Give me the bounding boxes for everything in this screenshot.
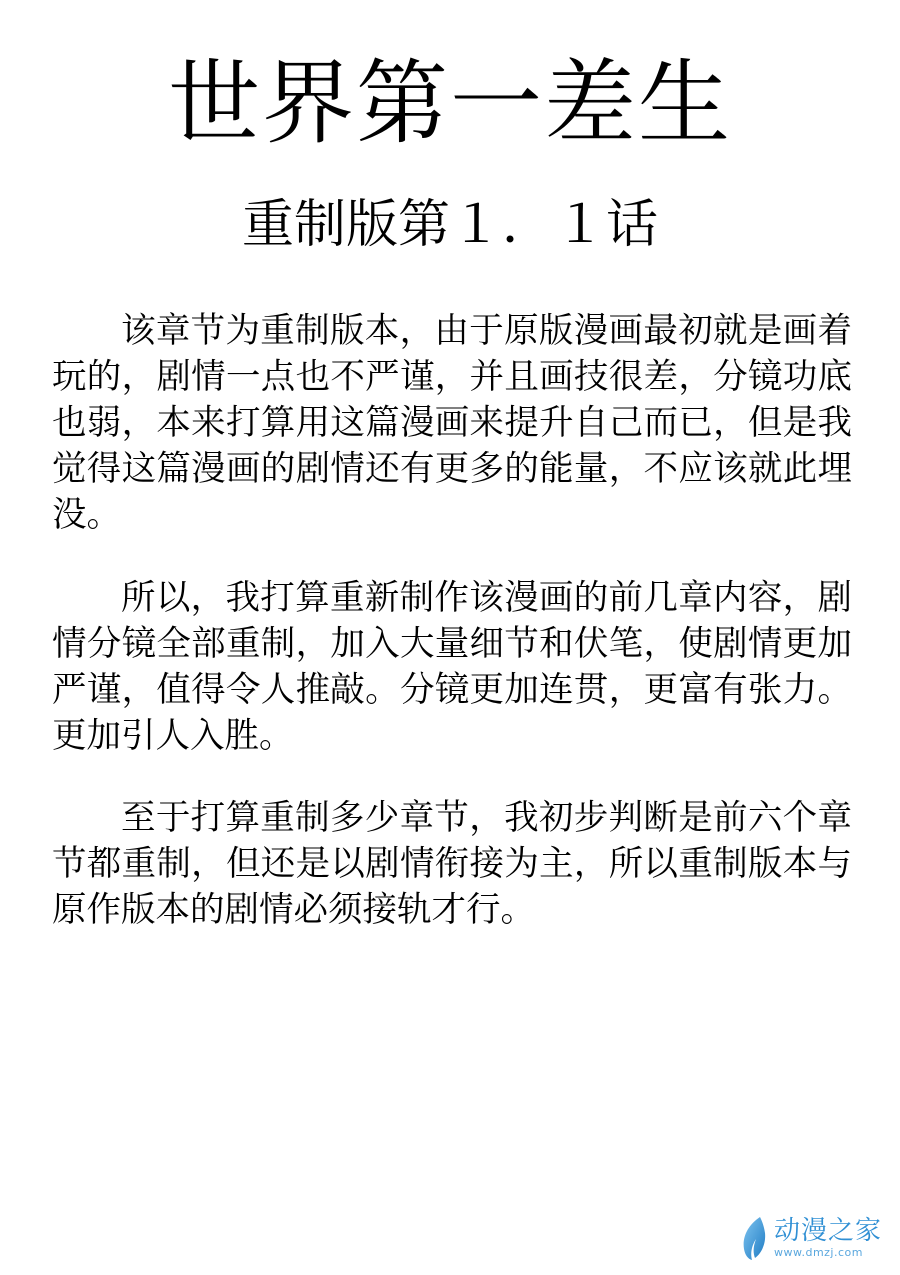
feather-logo-icon [738,1215,768,1261]
watermark-logo [738,1215,882,1261]
paragraph-3: 至于打算重制多少章节，我初步判断是前六个章节都重制，但还是以剧情衔接为主，所以重制版本与原作版本的剧情必须接轨才行。 [52,798,852,930]
page-title: 世界第一差生 [167,50,732,157]
chapter-title: 重制版第１．１话 [241,195,658,255]
watermark-url: www.dmzj.com [773,1246,863,1259]
paragraph-2: 所以，我打算重新制作该漫画的前几章内容，剧情分镜全部重制，加入大量细节和伏笔，使剧情更加严谨，值得令人推敲。分镜更加连贯，更富有张力。更加引人入胜。 [52,578,852,756]
paragraph-1: 该章节为重制版本，由于原版漫画最初就是画着玩的，剧情一点也不严谨，并且画技很差，分镜功底也弱，本来打算用这篇漫画来提升自己而已，但是我觉得这篇漫画的剧情还有更多的能量，不应该就此埋没。 [52,311,852,535]
watermark-name: 动漫之家 [773,1216,882,1246]
